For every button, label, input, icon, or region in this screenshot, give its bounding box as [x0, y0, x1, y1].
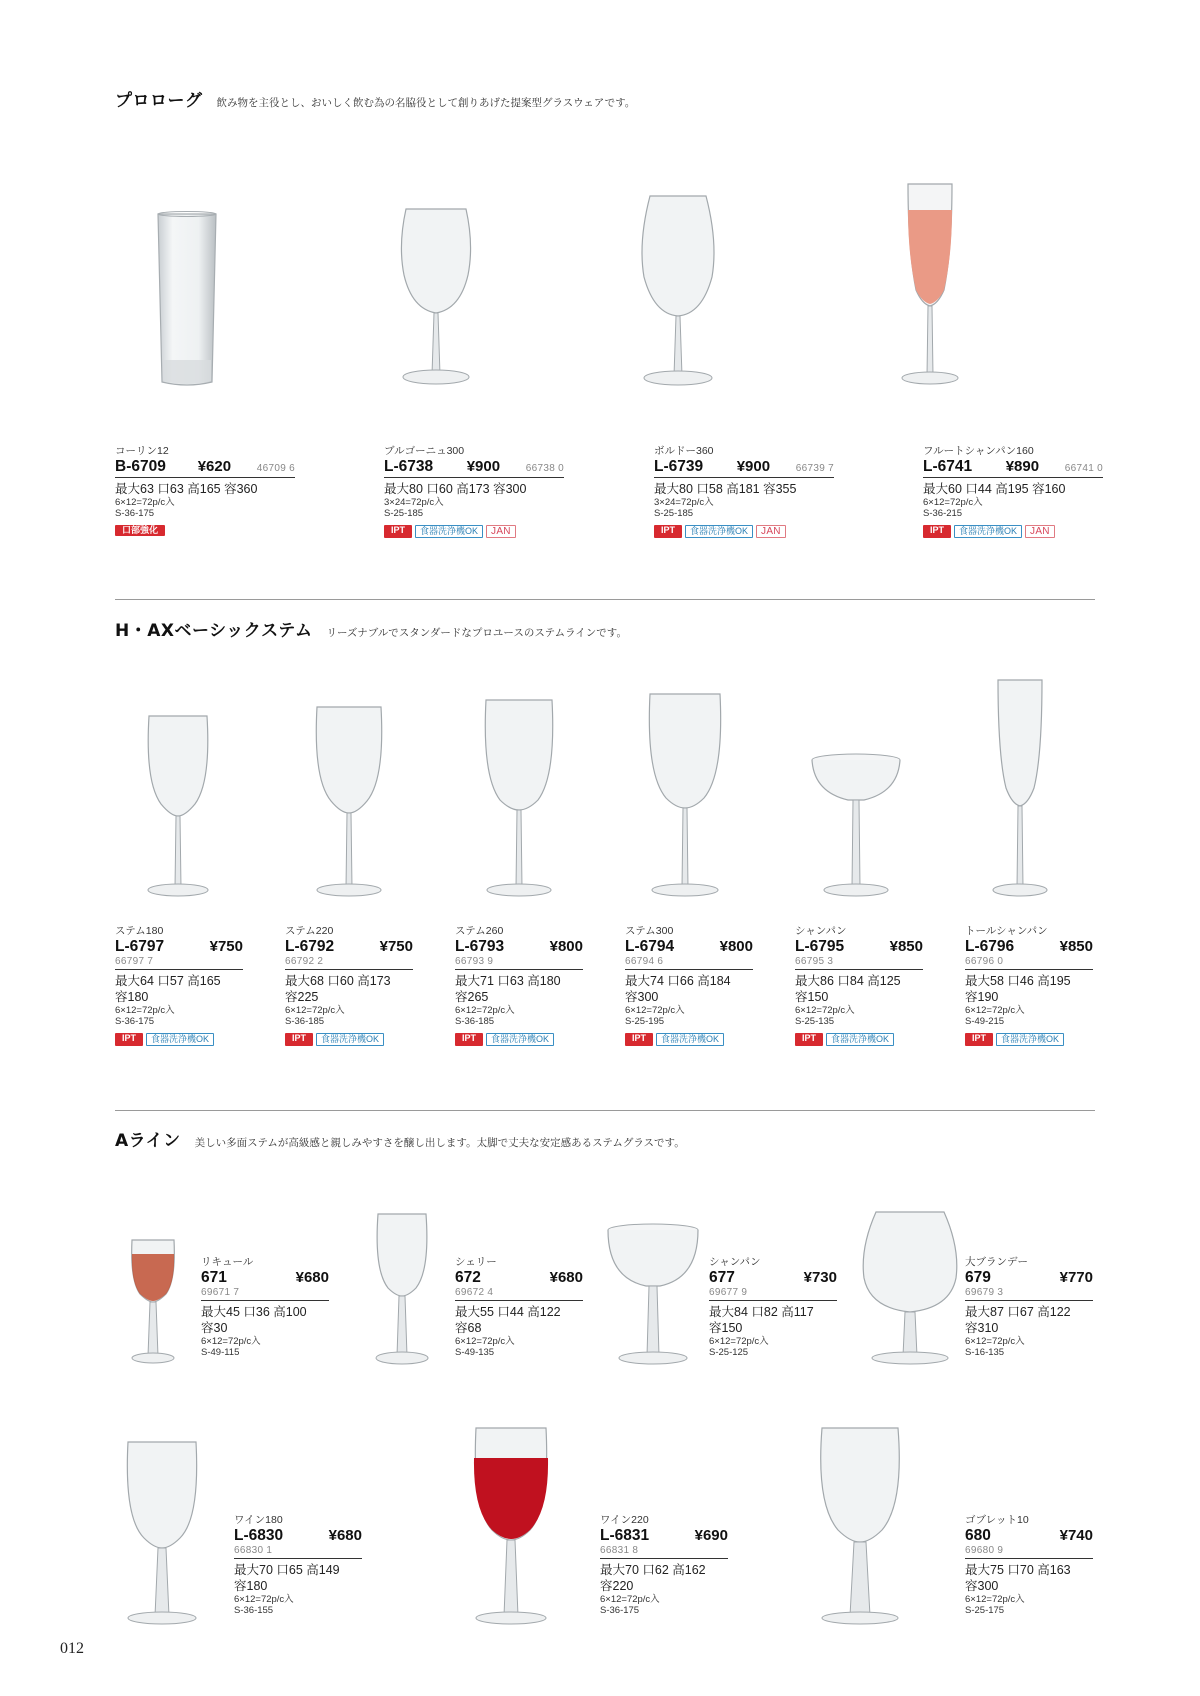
- jan-badge: JAN: [1025, 525, 1055, 538]
- product-dimensions: [795, 973, 923, 1005]
- jan-code: 66830 1: [234, 1545, 362, 1559]
- jan-code: 69680 9: [965, 1545, 1093, 1559]
- dimensions-line: 最大55 口44 高122: [455, 1305, 561, 1319]
- product-name: トールシャンパン: [965, 925, 1048, 937]
- jan-badge: JAN: [486, 525, 516, 538]
- dimensions-line: 最大75 口70 高163: [965, 1563, 1071, 1577]
- jan-code: 66792 2: [285, 956, 413, 970]
- product-dimensions: [965, 1304, 1093, 1336]
- dishwasher-ok-badge: 食器洗浄機OK: [316, 1033, 384, 1046]
- jan-code: 66741 0: [1064, 463, 1103, 474]
- product-card-L-6795: [795, 923, 923, 1046]
- jan-code: 66793 9: [455, 956, 583, 970]
- section-description: 美しい多面ステムが高級感と親しみやすさを醸し出します。太脚で丈夫な安定感あるステムグラスです。: [194, 1137, 685, 1149]
- glass-image-bordeaux: [636, 192, 720, 388]
- product-name: 大ブランデー: [965, 1256, 1028, 1268]
- product-dimensions: [625, 973, 753, 1005]
- glass-image-stem300: [644, 690, 726, 898]
- dishwasher-ok-badge: 食器洗浄機OK: [656, 1033, 724, 1046]
- product-headline: [384, 458, 564, 478]
- product-price: ¥890: [1005, 458, 1040, 475]
- section-description: 飲み物を主役とし、おいしく飲む為の名脇役として創りあげた提案型グラスウェアです。: [216, 97, 636, 109]
- box-code: S-36-175: [115, 508, 155, 519]
- product-price: ¥770: [1059, 1269, 1093, 1286]
- section-header-aline: [115, 1126, 685, 1151]
- glass-image-goblet10: [814, 1424, 906, 1626]
- box-code: S-25-135: [795, 1016, 835, 1027]
- product-code: 677: [709, 1269, 735, 1286]
- product-code: 672: [455, 1269, 481, 1286]
- product-headline: [600, 1527, 728, 1545]
- dishwasher-ok-badge: 食器洗浄機OK: [685, 525, 753, 538]
- glass-image-flute-champagne: [898, 180, 962, 388]
- product-price: ¥680: [549, 1269, 583, 1286]
- product-name: ステム260: [455, 925, 504, 937]
- capacity-line: 容190: [965, 990, 999, 1004]
- section-title: Aライン: [115, 1131, 181, 1151]
- product-name: ワイン180: [234, 1514, 283, 1526]
- product-headline: [455, 938, 583, 956]
- section-divider: [115, 1110, 1095, 1111]
- product-headline: [965, 938, 1093, 956]
- product-name: ワイン220: [600, 1514, 649, 1526]
- jan-code: 46709 6: [256, 463, 295, 474]
- dimensions-line: 最大74 口66 高184: [625, 974, 731, 988]
- product-dimensions: 最大60 口44 高195 容160: [923, 482, 1066, 496]
- product-price: ¥620: [197, 458, 232, 475]
- product-price: ¥800: [719, 938, 753, 955]
- product-price: ¥750: [209, 938, 243, 955]
- capacity-line: 容30: [201, 1321, 228, 1335]
- pack-quantity: 6×12=72p/c入: [965, 1594, 1025, 1605]
- dishwasher-ok-badge: 食器洗浄機OK: [486, 1033, 554, 1046]
- product-name: ブルゴーニュ300: [384, 445, 465, 457]
- jan-code: 66797 7: [115, 956, 243, 970]
- section-divider: [115, 599, 1095, 600]
- ipt-badge: IPT: [455, 1033, 483, 1046]
- dimensions-line: 最大70 口62 高162: [600, 1563, 706, 1577]
- glass-image-collins: [152, 210, 222, 388]
- product-dimensions: [115, 973, 243, 1005]
- product-name: コーリン12: [115, 445, 169, 457]
- ipt-badge: IPT: [384, 525, 412, 538]
- dishwasher-ok-badge: 食器洗浄機OK: [996, 1033, 1064, 1046]
- glass-image-stem260: [480, 696, 558, 898]
- product-name: ステム220: [285, 925, 334, 937]
- product-card-671: [201, 1254, 329, 1358]
- badge-row: [285, 1033, 413, 1046]
- dishwasher-ok-badge: 食器洗浄機OK: [415, 525, 483, 538]
- product-headline: [234, 1527, 362, 1545]
- dimensions-line: 最大84 口82 高117: [709, 1305, 814, 1319]
- pack-quantity: 6×12=72p/c入: [965, 1005, 1025, 1016]
- box-code: S-36-155: [234, 1605, 274, 1616]
- section-title: プロローグ: [115, 91, 203, 111]
- dishwasher-ok-badge: 食器洗浄機OK: [826, 1033, 894, 1046]
- ipt-badge: IPT: [654, 525, 682, 538]
- box-code: S-36-185: [455, 1016, 495, 1027]
- capacity-line: 容300: [965, 1579, 999, 1593]
- product-name: ボルドー360: [654, 445, 714, 457]
- jan-code: 66739 7: [795, 463, 834, 474]
- badge-row: [654, 525, 834, 538]
- product-price: ¥900: [466, 458, 501, 475]
- product-name: ゴブレット10: [965, 1514, 1029, 1526]
- product-code: L-6797: [115, 938, 165, 955]
- product-card-L-6831: [600, 1512, 728, 1616]
- jan-code: 69671 7: [201, 1287, 329, 1301]
- product-price: ¥680: [328, 1527, 362, 1544]
- jan-code: 69677 9: [709, 1287, 837, 1301]
- badge-row: [625, 1033, 753, 1046]
- product-code: 671: [201, 1269, 227, 1286]
- box-code: S-36-215: [923, 508, 963, 519]
- jan-code: 66795 3: [795, 956, 923, 970]
- product-headline: [965, 1269, 1093, 1287]
- product-price: ¥730: [803, 1269, 837, 1286]
- glass-image-tall-champagne: [990, 676, 1050, 898]
- pack-quantity: 3×24=72p/c入: [384, 497, 444, 508]
- dimensions-line: 最大64 口57 高165: [115, 974, 221, 988]
- dimensions-line: 最大70 口65 高149: [234, 1563, 340, 1577]
- badge-row: [115, 525, 295, 536]
- product-price: ¥900: [736, 458, 771, 475]
- product-dimensions: [965, 973, 1093, 1005]
- ipt-badge: IPT: [795, 1033, 823, 1046]
- box-code: S-49-115: [201, 1347, 240, 1358]
- product-dimensions: [234, 1562, 362, 1594]
- product-code: L-6794: [625, 938, 675, 955]
- product-price: ¥850: [889, 938, 923, 955]
- product-headline: [201, 1269, 329, 1287]
- badge-row: [795, 1033, 923, 1046]
- product-price: ¥740: [1059, 1527, 1093, 1544]
- capacity-line: 容180: [234, 1579, 268, 1593]
- pack-quantity: 6×12=72p/c入: [285, 1005, 345, 1016]
- product-dimensions: [965, 1562, 1093, 1594]
- pack-quantity: 6×12=72p/c入: [625, 1005, 685, 1016]
- product-card-680: [965, 1512, 1093, 1616]
- dishwasher-ok-badge: 食器洗浄機OK: [954, 525, 1022, 538]
- box-code: S-36-185: [285, 1016, 325, 1027]
- product-card-L-6793: [455, 923, 583, 1046]
- jan-code: 66794 6: [625, 956, 753, 970]
- dimensions-line: 最大45 口36 高100: [201, 1305, 307, 1319]
- box-code: S-16-135: [965, 1347, 1005, 1358]
- pack-quantity: 6×12=72p/c入: [965, 1336, 1025, 1347]
- product-card-L-6792: [285, 923, 413, 1046]
- product-dimensions: [455, 1304, 583, 1336]
- capacity-line: 容68: [455, 1321, 482, 1335]
- product-name: ステム300: [625, 925, 674, 937]
- ipt-badge: IPT: [965, 1033, 993, 1046]
- product-dimensions: 最大63 口63 高165 容360: [115, 482, 258, 496]
- product-card-672: [455, 1254, 583, 1358]
- product-card-L-6796: [965, 923, 1093, 1046]
- product-name: ステム180: [115, 925, 164, 937]
- section-title: H・AXベーシックステム: [115, 621, 313, 641]
- product-dimensions: [600, 1562, 728, 1594]
- glass-image-champagne-677: [604, 1222, 702, 1366]
- product-card-677: [709, 1254, 837, 1358]
- jan-code: 69679 3: [965, 1287, 1093, 1301]
- badge-row: [965, 1033, 1093, 1046]
- product-code: L-6741: [923, 458, 973, 475]
- capacity-line: 容300: [625, 990, 659, 1004]
- pack-quantity: 6×12=72p/c入: [455, 1005, 515, 1016]
- box-code: S-25-195: [625, 1016, 665, 1027]
- product-name: フルートシャンパン160: [923, 445, 1034, 457]
- product-code: L-6792: [285, 938, 335, 955]
- glass-image-liqueur: [128, 1236, 178, 1366]
- ipt-badge: IPT: [625, 1033, 653, 1046]
- capacity-line: 容225: [285, 990, 319, 1004]
- jan-code: 66796 0: [965, 956, 1093, 970]
- product-headline: [115, 938, 243, 956]
- dishwasher-ok-badge: 食器洗浄機OK: [146, 1033, 214, 1046]
- capacity-line: 容150: [795, 990, 829, 1004]
- page-number: 012: [60, 1640, 84, 1657]
- jan-badge: JAN: [756, 525, 786, 538]
- dimensions-line: 最大86 口84 高125: [795, 974, 901, 988]
- jan-code: 69672 4: [455, 1287, 583, 1301]
- product-card-679: [965, 1254, 1093, 1358]
- pack-quantity: 6×12=72p/c入: [795, 1005, 855, 1016]
- capacity-line: 容180: [115, 990, 149, 1004]
- box-code: S-25-175: [965, 1605, 1005, 1616]
- jan-code: 66738 0: [525, 463, 564, 474]
- product-dimensions: [201, 1304, 329, 1336]
- glass-image-wine220: [470, 1424, 552, 1626]
- box-code: S-25-125: [709, 1347, 749, 1358]
- jan-code: 66831 8: [600, 1545, 728, 1559]
- pack-quantity: 6×12=72p/c入: [455, 1336, 515, 1347]
- product-code: L-6793: [455, 938, 505, 955]
- product-name: シャンパン: [709, 1256, 761, 1268]
- section-header-hax: [115, 616, 627, 641]
- pack-quantity: 6×12=72p/c入: [201, 1336, 261, 1347]
- box-code: S-49-135: [455, 1347, 495, 1358]
- badge-row: [923, 525, 1103, 538]
- product-dimensions: 最大80 口60 高173 容300: [384, 482, 527, 496]
- badge-row: [455, 1033, 583, 1046]
- pack-quantity: 6×12=72p/c入: [923, 497, 983, 508]
- product-name: リキュール: [201, 1256, 254, 1268]
- product-code: L-6739: [654, 458, 704, 475]
- product-card-L-6797: [115, 923, 243, 1046]
- dimensions-line: 最大68 口60 高173: [285, 974, 391, 988]
- product-headline: [709, 1269, 837, 1287]
- dimensions-line: 最大58 口46 高195: [965, 974, 1071, 988]
- product-headline: [795, 938, 923, 956]
- product-headline: [115, 458, 295, 478]
- glass-image-stem180: [143, 712, 213, 898]
- product-price: ¥850: [1059, 938, 1093, 955]
- product-headline: [923, 458, 1103, 478]
- glass-image-stem220: [311, 703, 387, 898]
- glass-image-sherry: [372, 1210, 432, 1366]
- product-headline: [654, 458, 834, 478]
- capacity-line: 容220: [600, 1579, 634, 1593]
- product-price: ¥750: [379, 938, 413, 955]
- box-code: S-25-185: [384, 508, 424, 519]
- product-card-B-6709: [115, 443, 295, 536]
- product-card-L-6739: [654, 443, 834, 538]
- glass-image-brandy: [858, 1208, 962, 1366]
- product-price: ¥680: [295, 1269, 329, 1286]
- badge-row: [384, 525, 564, 538]
- product-code: L-6738: [384, 458, 434, 475]
- ipt-badge: IPT: [115, 1033, 143, 1046]
- box-code: S-25-185: [654, 508, 694, 519]
- product-name: シャンパン: [795, 925, 847, 937]
- capacity-line: 容265: [455, 990, 489, 1004]
- product-code: L-6830: [234, 1527, 284, 1544]
- product-headline: [625, 938, 753, 956]
- box-code: S-49-215: [965, 1016, 1005, 1027]
- product-card-L-6738: [384, 443, 564, 538]
- product-headline: [455, 1269, 583, 1287]
- section-header-prologue: [115, 86, 635, 111]
- product-dimensions: [455, 973, 583, 1005]
- product-price: ¥800: [549, 938, 583, 955]
- dimensions-line: 最大87 口67 高122: [965, 1305, 1071, 1319]
- product-code: L-6831: [600, 1527, 650, 1544]
- product-headline: [285, 938, 413, 956]
- pack-quantity: 6×12=72p/c入: [115, 497, 175, 508]
- product-card-L-6794: [625, 923, 753, 1046]
- pack-quantity: 6×12=72p/c入: [709, 1336, 769, 1347]
- dimensions-line: 最大71 口63 高180: [455, 974, 561, 988]
- pack-quantity: 6×12=72p/c入: [600, 1594, 660, 1605]
- product-dimensions: [285, 973, 413, 1005]
- section-description: リーズナブルでスタンダードなプロユースのステムラインです。: [326, 627, 627, 639]
- product-code: L-6796: [965, 938, 1015, 955]
- ipt-badge: IPT: [923, 525, 951, 538]
- product-price: ¥690: [694, 1527, 728, 1544]
- product-card-L-6741: [923, 443, 1103, 538]
- rim-reinforced-badge: 口部強化: [115, 525, 165, 536]
- pack-quantity: 6×12=72p/c入: [234, 1594, 294, 1605]
- pack-quantity: 6×12=72p/c入: [115, 1005, 175, 1016]
- product-dimensions: [709, 1304, 837, 1336]
- badge-row: [115, 1033, 243, 1046]
- product-code: 679: [965, 1269, 991, 1286]
- box-code: S-36-175: [115, 1016, 155, 1027]
- product-code: 680: [965, 1527, 991, 1544]
- product-code: L-6795: [795, 938, 845, 955]
- glass-image-wine180: [122, 1438, 202, 1626]
- box-code: S-36-175: [600, 1605, 640, 1616]
- product-code: B-6709: [115, 458, 166, 475]
- ipt-badge: IPT: [285, 1033, 313, 1046]
- product-dimensions: 最大80 口58 高181 容355: [654, 482, 797, 496]
- pack-quantity: 3×24=72p/c入: [654, 497, 714, 508]
- glass-image-bourgogne: [396, 205, 476, 387]
- capacity-line: 容310: [965, 1321, 999, 1335]
- product-card-L-6830: [234, 1512, 362, 1616]
- capacity-line: 容150: [709, 1321, 743, 1335]
- glass-image-champagne-coupe: [808, 752, 904, 898]
- product-name: シェリー: [455, 1256, 497, 1268]
- product-headline: [965, 1527, 1093, 1545]
